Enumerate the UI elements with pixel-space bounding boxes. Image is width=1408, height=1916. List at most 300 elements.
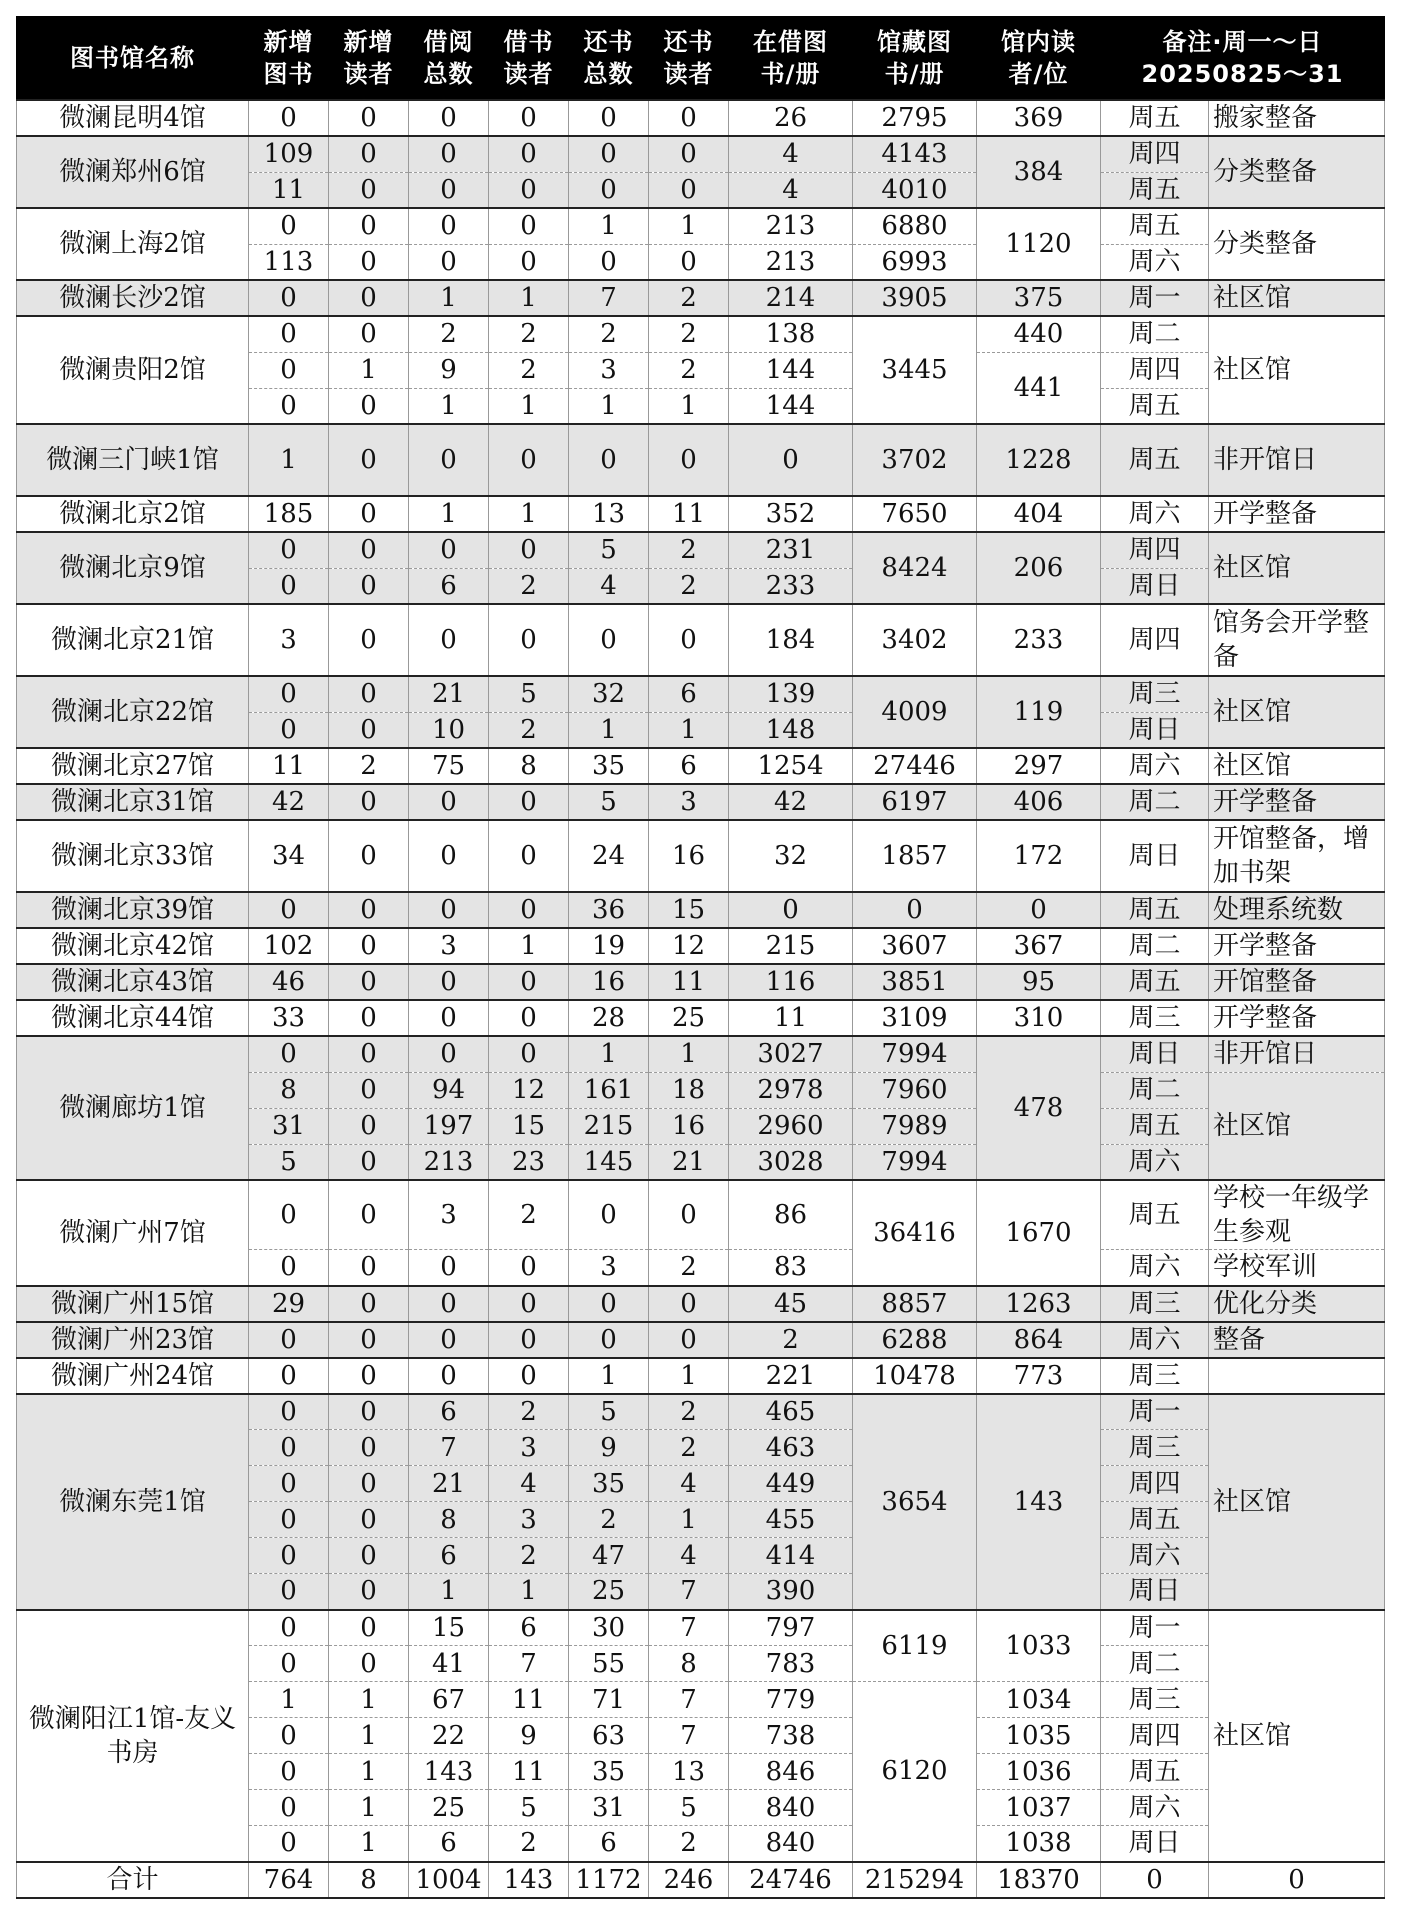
cell-borrow_total: 6	[409, 1826, 489, 1862]
cell-return_total: 47	[569, 1538, 649, 1574]
cell-new_readers: 0	[329, 604, 409, 676]
cell-borrow_readers: 2	[489, 568, 569, 604]
cell-new_readers: 0	[329, 928, 409, 964]
cell-new_books: 8	[249, 1072, 329, 1108]
cell-note: 分类整备	[1209, 208, 1385, 280]
cell-new_books: 0	[249, 1610, 329, 1646]
cell-note: 社区馆	[1209, 280, 1385, 316]
cell-in-lib: 1035	[977, 1718, 1101, 1754]
cell-holdings: 4010	[853, 172, 977, 208]
table-row	[17, 748, 1385, 784]
header-new_readers-line: 读者	[343, 60, 394, 88]
cell-return_readers: 18	[649, 1072, 729, 1108]
cell-borrow_total: 3	[409, 1180, 489, 1250]
cell-new_readers: 0	[329, 136, 409, 172]
cell-in-lib: 1670	[977, 1180, 1101, 1286]
table-row	[17, 1180, 1385, 1250]
cell-weekday: 周四	[1101, 532, 1209, 568]
cell-on_loan: 11	[729, 1000, 853, 1036]
cell-holdings: 1857	[853, 820, 977, 892]
cell-in-lib: 441	[977, 352, 1101, 424]
library-name: 微澜广州23馆	[17, 1322, 249, 1358]
cell-note: 开学整备	[1209, 784, 1385, 820]
cell-new_readers: 0	[329, 712, 409, 748]
cell-holdings: 6288	[853, 1322, 977, 1358]
cell-borrow_total: 0	[409, 820, 489, 892]
cell-note: 分类整备	[1209, 136, 1385, 208]
cell-return_readers: 5	[649, 1790, 729, 1826]
cell-holdings: 36416	[853, 1180, 977, 1286]
header-row	[17, 17, 1385, 101]
cell-new_books: 0	[249, 1394, 329, 1430]
cell-weekday: 周日	[1101, 1826, 1209, 1862]
cell-new_readers: 0	[329, 1144, 409, 1180]
cell-borrow_readers: 0	[489, 820, 569, 892]
cell-return_readers: 1	[649, 1036, 729, 1072]
cell-return_readers: 0	[649, 136, 729, 172]
cell-return_readers: 0	[649, 604, 729, 676]
table-row	[17, 820, 1385, 892]
cell-weekday: 周日	[1101, 820, 1209, 892]
cell-new_books: 0	[249, 676, 329, 712]
cell-return_total: 0	[569, 1286, 649, 1322]
cell-in-lib: 406	[977, 784, 1101, 820]
header-on_loan-line: 书/册	[760, 60, 821, 88]
cell-on_loan: 215	[729, 928, 853, 964]
library-name: 微澜东莞1馆	[17, 1394, 249, 1610]
cell-return_readers: 21	[649, 1144, 729, 1180]
cell-new_books: 0	[249, 568, 329, 604]
cell-holdings: 7994	[853, 1036, 977, 1072]
cell-return_total: 5	[569, 784, 649, 820]
cell-note: 开学整备	[1209, 1000, 1385, 1036]
cell-borrow_readers: 3	[489, 1430, 569, 1466]
cell-note: 社区馆	[1209, 748, 1385, 784]
cell-return_readers: 3	[649, 784, 729, 820]
cell-holdings: 6197	[853, 784, 977, 820]
cell-return_readers: 11	[649, 964, 729, 1000]
cell-borrow_total: 21	[409, 676, 489, 712]
cell-new_readers: 0	[329, 1538, 409, 1574]
table-row	[17, 1358, 1385, 1394]
library-name: 微澜广州24馆	[17, 1358, 249, 1394]
cell-new_readers: 0	[329, 388, 409, 424]
cell-on_loan: 797	[729, 1610, 853, 1646]
cell-on_loan: 213	[729, 244, 853, 280]
cell-return_readers: 6	[649, 676, 729, 712]
cell-return_total: 215	[569, 1108, 649, 1144]
cell-weekday: 周三	[1101, 1358, 1209, 1394]
cell-borrow_readers: 2	[489, 316, 569, 352]
cell-in-lib: 375	[977, 280, 1101, 316]
cell-new_books: 1	[249, 1682, 329, 1718]
cell-holdings: 6119	[853, 1610, 977, 1682]
cell-borrow_readers: 1	[489, 388, 569, 424]
cell-borrow_readers: 3	[489, 1502, 569, 1538]
header-remark-line: 备注·周一～日	[1162, 28, 1323, 56]
cell-weekday: 周六	[1101, 244, 1209, 280]
cell-return_total: 5	[569, 532, 649, 568]
cell-on_loan: 45	[729, 1286, 853, 1322]
cell-new_readers: 0	[329, 1108, 409, 1144]
cell-return_total: 32	[569, 676, 649, 712]
cell-holdings: 6993	[853, 244, 977, 280]
header-on_loan-line: 在借图	[753, 28, 828, 56]
cell-weekday: 周四	[1101, 1466, 1209, 1502]
cell-on_loan: 840	[729, 1790, 853, 1826]
cell-borrow_total: 0	[409, 208, 489, 244]
cell-holdings: 4009	[853, 676, 977, 748]
cell-borrow_total: 1	[409, 280, 489, 316]
cell-borrow_readers: 2	[489, 1826, 569, 1862]
cell-borrow_total: 0	[409, 1322, 489, 1358]
cell-return_total: 1	[569, 1036, 649, 1072]
library-name: 微澜昆明4馆	[17, 100, 249, 136]
cell-on_loan: 213	[729, 208, 853, 244]
cell-borrow_readers: 0	[489, 604, 569, 676]
cell-on_loan: 144	[729, 388, 853, 424]
cell-on_loan: 1254	[729, 748, 853, 784]
cell-holdings: 7994	[853, 1144, 977, 1180]
cell-return_total: 1	[569, 712, 649, 748]
cell-return_total: 5	[569, 1394, 649, 1430]
cell-borrow_total: 6	[409, 1394, 489, 1430]
cell-borrow_total: 9	[409, 352, 489, 388]
cell-return_total: 2	[569, 1502, 649, 1538]
cell-weekday: 周五	[1101, 208, 1209, 244]
cell-note: 开馆整备，增加书架	[1209, 820, 1385, 892]
cell-new_readers: 0	[329, 1322, 409, 1358]
cell-weekday: 周四	[1101, 352, 1209, 388]
cell-on_loan: 783	[729, 1646, 853, 1682]
cell-return_readers: 0	[649, 100, 729, 136]
table-row	[17, 532, 1385, 568]
cell-new_books: 0	[249, 280, 329, 316]
cell-holdings: 6120	[853, 1682, 977, 1862]
cell-borrow_total: 143	[409, 1754, 489, 1790]
table-row	[17, 604, 1385, 676]
cell-on_loan: 0	[729, 424, 853, 496]
cell-return_readers: 2	[649, 1250, 729, 1286]
cell-new_readers: 1	[329, 1754, 409, 1790]
cell-return_total: 0	[569, 136, 649, 172]
cell-borrow_readers: 2	[489, 352, 569, 388]
cell-return_readers: 1	[649, 712, 729, 748]
cell-holdings: 3445	[853, 316, 977, 424]
cell-in-lib: 95	[977, 964, 1101, 1000]
cell-borrow_total: 41	[409, 1646, 489, 1682]
library-name: 微澜上海2馆	[17, 208, 249, 280]
cell-holdings: 27446	[853, 748, 977, 784]
cell-new_books: 34	[249, 820, 329, 892]
header-return_readers-line: 读者	[663, 60, 714, 88]
cell-return_total: 0	[569, 604, 649, 676]
cell-new_readers: 0	[329, 964, 409, 1000]
cell-borrow_readers: 0	[489, 100, 569, 136]
cell-on_loan: 390	[729, 1574, 853, 1610]
cell-return_readers: 1	[649, 1502, 729, 1538]
cell-return_total: 0	[569, 100, 649, 136]
cell-return_total: 4	[569, 568, 649, 604]
cell-new_books: 31	[249, 1108, 329, 1144]
cell-new_readers: 1	[329, 1682, 409, 1718]
total-value: 24746	[729, 1862, 853, 1898]
cell-note: 开学整备	[1209, 496, 1385, 532]
cell-return_total: 35	[569, 1466, 649, 1502]
cell-borrow_readers: 5	[489, 676, 569, 712]
cell-new_readers: 1	[329, 1718, 409, 1754]
cell-new_readers: 0	[329, 1430, 409, 1466]
header-in_lib	[977, 17, 1101, 101]
header-in_lib-line: 馆内读	[1001, 28, 1076, 56]
cell-weekday: 周六	[1101, 1322, 1209, 1358]
cell-weekday: 周四	[1101, 136, 1209, 172]
cell-return_readers: 6	[649, 748, 729, 784]
library-name: 微澜廊坊1馆	[17, 1036, 249, 1180]
cell-new_books: 0	[249, 1358, 329, 1394]
total-value: 0	[1209, 1862, 1385, 1898]
total-row	[17, 1862, 1385, 1898]
cell-new_readers: 0	[329, 1358, 409, 1394]
cell-note: 馆务会开学整备	[1209, 604, 1385, 676]
cell-in-lib: 1034	[977, 1682, 1101, 1718]
header-holdings-line: 书/册	[884, 60, 945, 88]
table-row	[17, 1394, 1385, 1430]
cell-in-lib: 172	[977, 820, 1101, 892]
table-body	[17, 100, 1385, 1898]
cell-borrow_total: 0	[409, 1286, 489, 1322]
header-new_books-line: 图书	[263, 60, 314, 88]
cell-new_readers: 0	[329, 172, 409, 208]
table-row	[17, 208, 1385, 244]
cell-new_books: 0	[249, 388, 329, 424]
table-row	[17, 136, 1385, 172]
cell-borrow_total: 0	[409, 532, 489, 568]
header-return_total	[569, 17, 649, 101]
cell-return_readers: 25	[649, 1000, 729, 1036]
cell-return_readers: 7	[649, 1682, 729, 1718]
cell-return_readers: 2	[649, 568, 729, 604]
library-name: 微澜广州7馆	[17, 1180, 249, 1286]
header-name	[17, 17, 249, 101]
cell-borrow_readers: 0	[489, 208, 569, 244]
cell-weekday: 周日	[1101, 568, 1209, 604]
header-in_lib-line: 者/位	[1008, 60, 1069, 88]
cell-return_readers: 1	[649, 208, 729, 244]
cell-new_readers: 0	[329, 208, 409, 244]
header-borrow_total	[409, 17, 489, 101]
cell-note: 开馆整备	[1209, 964, 1385, 1000]
cell-note: 社区馆	[1209, 1610, 1385, 1862]
cell-borrow_total: 94	[409, 1072, 489, 1108]
total-value: 8	[329, 1862, 409, 1898]
cell-new_readers: 0	[329, 496, 409, 532]
cell-on_loan: 738	[729, 1718, 853, 1754]
cell-new_readers: 0	[329, 892, 409, 928]
cell-borrow_total: 6	[409, 568, 489, 604]
cell-note: 非开馆日	[1209, 424, 1385, 496]
cell-on_loan: 2	[729, 1322, 853, 1358]
cell-weekday: 周三	[1101, 1286, 1209, 1322]
table-row	[17, 496, 1385, 532]
cell-new_readers: 0	[329, 1646, 409, 1682]
cell-new_readers: 1	[329, 1826, 409, 1862]
cell-holdings: 3702	[853, 424, 977, 496]
total-value: 143	[489, 1862, 569, 1898]
header-borrow_total-line: 总数	[423, 60, 474, 88]
cell-in-lib: 1036	[977, 1754, 1101, 1790]
cell-return_total: 0	[569, 244, 649, 280]
cell-weekday: 周三	[1101, 1000, 1209, 1036]
cell-return_readers: 2	[649, 280, 729, 316]
cell-new_readers: 0	[329, 1286, 409, 1322]
cell-new_books: 42	[249, 784, 329, 820]
cell-return_readers: 2	[649, 352, 729, 388]
cell-on_loan: 86	[729, 1180, 853, 1250]
cell-in-lib: 478	[977, 1036, 1101, 1180]
cell-return_readers: 2	[649, 1394, 729, 1430]
cell-on_loan: 352	[729, 496, 853, 532]
cell-return_readers: 13	[649, 1754, 729, 1790]
header-new_readers-line: 新增	[343, 28, 394, 56]
cell-new_books: 0	[249, 1322, 329, 1358]
cell-borrow_total: 0	[409, 1250, 489, 1286]
table-row	[17, 676, 1385, 712]
cell-new_books: 0	[249, 100, 329, 136]
cell-weekday: 周三	[1101, 1430, 1209, 1466]
cell-borrow_readers: 15	[489, 1108, 569, 1144]
cell-weekday: 周一	[1101, 280, 1209, 316]
header-borrow_readers-line: 借书	[503, 28, 554, 56]
cell-new_books: 0	[249, 1466, 329, 1502]
cell-in-lib: 1263	[977, 1286, 1101, 1322]
cell-weekday: 周四	[1101, 604, 1209, 676]
cell-in-lib: 367	[977, 928, 1101, 964]
library-stats-table	[16, 16, 1385, 1899]
cell-new_books: 0	[249, 1718, 329, 1754]
cell-weekday: 周日	[1101, 1574, 1209, 1610]
total-value: 246	[649, 1862, 729, 1898]
cell-return_total: 63	[569, 1718, 649, 1754]
cell-borrow_total: 0	[409, 604, 489, 676]
cell-new_books: 0	[249, 1574, 329, 1610]
cell-return_total: 1	[569, 388, 649, 424]
cell-return_total: 35	[569, 1754, 649, 1790]
cell-borrow_total: 0	[409, 136, 489, 172]
cell-note: 搬家整备	[1209, 100, 1385, 136]
cell-return_total: 71	[569, 1682, 649, 1718]
cell-in-lib: 1228	[977, 424, 1101, 496]
cell-return_readers: 11	[649, 496, 729, 532]
cell-return_total: 9	[569, 1430, 649, 1466]
cell-borrow_readers: 0	[489, 244, 569, 280]
cell-holdings: 6880	[853, 208, 977, 244]
cell-weekday: 周二	[1101, 928, 1209, 964]
library-name: 微澜阳江1馆-友义书房	[17, 1610, 249, 1862]
cell-in-lib: 1120	[977, 208, 1101, 280]
cell-on_loan: 449	[729, 1466, 853, 1502]
cell-in-lib: 206	[977, 532, 1101, 604]
cell-return_readers: 16	[649, 1108, 729, 1144]
cell-in-lib: 404	[977, 496, 1101, 532]
cell-return_readers: 0	[649, 172, 729, 208]
cell-note: 社区馆	[1209, 1394, 1385, 1610]
cell-in-lib: 773	[977, 1358, 1101, 1394]
cell-weekday: 周三	[1101, 676, 1209, 712]
cell-borrow_readers: 11	[489, 1682, 569, 1718]
cell-borrow_total: 1	[409, 1574, 489, 1610]
cell-return_readers: 2	[649, 532, 729, 568]
table-row	[17, 964, 1385, 1000]
cell-borrow_readers: 2	[489, 1538, 569, 1574]
cell-borrow_total: 0	[409, 424, 489, 496]
cell-borrow_readers: 0	[489, 532, 569, 568]
cell-return_total: 36	[569, 892, 649, 928]
cell-holdings: 2795	[853, 100, 977, 136]
total-value: 764	[249, 1862, 329, 1898]
cell-borrow_readers: 0	[489, 1036, 569, 1072]
cell-new_books: 0	[249, 1826, 329, 1862]
cell-new_readers: 0	[329, 820, 409, 892]
cell-new_books: 0	[249, 1646, 329, 1682]
cell-new_books: 29	[249, 1286, 329, 1322]
cell-borrow_total: 15	[409, 1610, 489, 1646]
cell-on_loan: 463	[729, 1430, 853, 1466]
total-value: 215294	[853, 1862, 977, 1898]
cell-on_loan: 233	[729, 568, 853, 604]
cell-weekday: 周五	[1101, 1502, 1209, 1538]
cell-borrow_total: 10	[409, 712, 489, 748]
header-new_books	[249, 17, 329, 101]
cell-weekday: 周日	[1101, 712, 1209, 748]
cell-return_readers: 7	[649, 1718, 729, 1754]
cell-on_loan: 4	[729, 172, 853, 208]
cell-note: 学校一年级学生参观	[1209, 1180, 1385, 1250]
cell-new_books: 109	[249, 136, 329, 172]
cell-borrow_total: 0	[409, 1036, 489, 1072]
cell-borrow_total: 1	[409, 388, 489, 424]
total-value: 1004	[409, 1862, 489, 1898]
cell-new_books: 0	[249, 1790, 329, 1826]
cell-return_total: 3	[569, 1250, 649, 1286]
cell-new_books: 0	[249, 1538, 329, 1574]
cell-return_total: 0	[569, 424, 649, 496]
cell-on_loan: 779	[729, 1682, 853, 1718]
header-name-line: 图书馆名称	[70, 44, 195, 72]
cell-new_books: 0	[249, 1180, 329, 1250]
library-name: 微澜北京43馆	[17, 964, 249, 1000]
cell-borrow_total: 6	[409, 1538, 489, 1574]
cell-new_books: 0	[249, 352, 329, 388]
cell-note: 社区馆	[1209, 532, 1385, 604]
cell-borrow_total: 67	[409, 1682, 489, 1718]
cell-return_total: 31	[569, 1790, 649, 1826]
cell-new_books: 113	[249, 244, 329, 280]
cell-in-lib: 864	[977, 1322, 1101, 1358]
cell-borrow_readers: 2	[489, 1180, 569, 1250]
table-row	[17, 892, 1385, 928]
cell-borrow_readers: 23	[489, 1144, 569, 1180]
library-name: 微澜北京39馆	[17, 892, 249, 928]
cell-new_readers: 0	[329, 784, 409, 820]
cell-new_readers: 0	[329, 676, 409, 712]
cell-weekday: 周二	[1101, 784, 1209, 820]
cell-borrow_readers: 2	[489, 712, 569, 748]
cell-in-lib: 1038	[977, 1826, 1101, 1862]
cell-in-lib: 369	[977, 100, 1101, 136]
cell-return_total: 19	[569, 928, 649, 964]
cell-borrow_total: 22	[409, 1718, 489, 1754]
